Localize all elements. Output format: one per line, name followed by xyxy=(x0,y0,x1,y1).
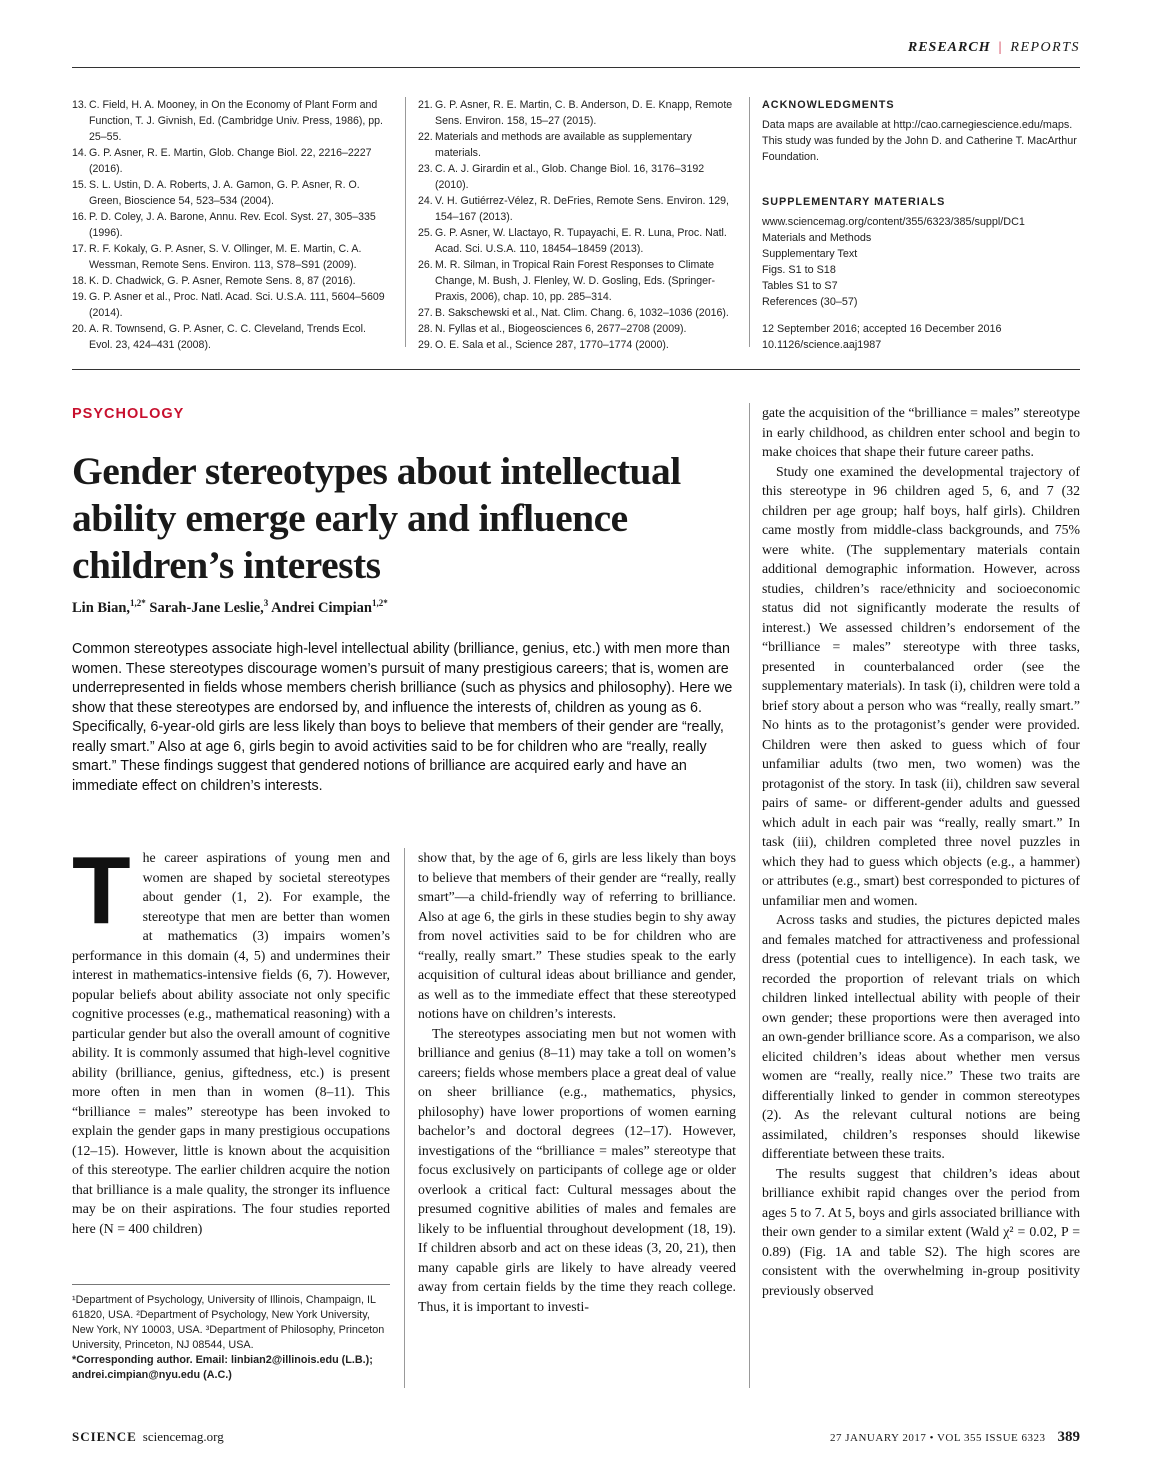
reference-item xyxy=(418,305,740,321)
body-paragraph: The stereotypes associating men but not women with brilliance and genius (8–11) may take a toll on women’s careers; fields whose members place a great deal of value on sheer brilliance (e.g., mathematics, physics, philosophy) have lower proportions of women earning bachelor’s and doctoral degrees (12–17). However, investigations of the “brilliance = males” stereotype that focus exclusively on participants of college age or older overlook a critical fact: Cultural messages about the presumed cognitive abilities of males and females are likely to be influential throughout development (18, 19). If children absorb and act on these ideas (3, 20, 21), then many capable girls are likely to have already veered away from certain fields by the time they reach college. Thus, it is important to investi- xyxy=(418,1025,736,1314)
body-paragraph: gate the acquisition of the “brilliance = males” stereotype in early childhood, as children enter school and begin to make choices that shape their future career paths. xyxy=(762,405,1080,459)
supplementary-item: www.sciencemag.org/content/355/6323/385/suppl/DC1 xyxy=(762,216,1025,228)
header-subsection: REPORTS xyxy=(1010,40,1080,55)
reference-number: 19. xyxy=(72,291,87,303)
running-header xyxy=(72,38,1080,68)
reference-text: Materials and methods are available as supplementary materials. xyxy=(435,131,692,159)
reference-item xyxy=(72,209,392,241)
page-number: 389 xyxy=(1057,1429,1080,1445)
section-rule xyxy=(72,369,1080,370)
reference-item xyxy=(418,129,740,161)
affiliations-footnote xyxy=(72,1293,390,1383)
reference-item xyxy=(72,273,392,289)
affiliations-text: ¹Department of Psychology, University of Illinois, Champaign, IL 61820, USA. ²Department of Psychology, New York University, New York, NY 10003, USA. ³Department of Philosophy, Princeton University, Princeton, NJ 08544, USA. xyxy=(72,1294,385,1351)
journal-site: sciencemag.org xyxy=(142,1429,224,1444)
supplementary-item: Supplementary Text xyxy=(762,248,858,260)
reference-text: O. E. Sala et al., Science 287, 1770–1774 (2000). xyxy=(435,339,669,351)
body-paragraph: Across tasks and studies, the pictures depicted males and females matched for attractiveness and professional dress (potential cues to intelligence). In each task, we recorded the proportion of relevant trials on which children linked intellectual ability with people of their own gender; these proportions were then averaged into an own-gender brilliance score. As a comparison, we also elicited children’s ideas about whether men versus women are “really, really nice.” These two traits are differentially linked to gender in common stereotypes (2). As the relevant cultural notions are being assimilated, children’s responses should likewise differentiate between these traits. xyxy=(762,912,1080,1161)
reference-number: 29. xyxy=(418,339,433,351)
article-kicker: PSYCHOLOGY xyxy=(72,406,185,422)
acknowledgments-text: Data maps are available at http://cao.carnegiescience.edu/maps. This study was funded by the John D. and Catherine T. MacArthur Foundation. xyxy=(762,119,1077,163)
reference-item xyxy=(72,177,392,209)
reference-number: 15. xyxy=(72,179,87,191)
reference-number: 18. xyxy=(72,275,87,287)
reference-item xyxy=(72,145,392,177)
supplementary-item: Tables S1 to S7 xyxy=(762,280,838,292)
reference-number: 22. xyxy=(418,131,433,143)
reference-text: G. P. Asner, R. E. Martin, C. B. Anderson, D. E. Knapp, Remote Sens. Environ. 158, 15–27 (2015). xyxy=(435,99,733,127)
reference-text: V. H. Gutiérrez-Vélez, R. DeFries, Remote Sens. Environ. 129, 154–167 (2013). xyxy=(435,195,729,223)
reference-item xyxy=(72,241,392,273)
supplementary-heading: SUPPLEMENTARY MATERIALS xyxy=(762,196,946,208)
reference-text: P. D. Coley, J. A. Barone, Annu. Rev. Ecol. Syst. 27, 305–335 (1996). xyxy=(89,211,376,239)
reference-item xyxy=(72,97,392,145)
body-paragraph xyxy=(72,837,390,1238)
references-column-2 xyxy=(418,97,740,353)
reference-number: 21. xyxy=(418,99,433,111)
reference-number: 14. xyxy=(72,147,87,159)
body-paragraph: The results suggest that children’s ideas about brilliance exhibit rapid changes over the period from ages 5 to 7. At 5, boys and girls associated brilliance with their own gender to a similar extent (Wald χ² = 0.02, P = 0.89) (Fig. 1A and table S2). The high scores are consistent with the overwhelming in-group positivity previously observed xyxy=(762,1165,1080,1298)
reference-text: G. P. Asner, W. Llactayo, R. Tupayachi, E. R. Luna, Proc. Natl. Acad. Sci. U.S.A. 110, 18454–18459 (2013). xyxy=(435,227,727,255)
body-column-3 xyxy=(762,403,1080,1300)
supplementary-item: Figs. S1 to S18 xyxy=(762,264,836,276)
reference-number: 20. xyxy=(72,323,87,335)
footnote-rule xyxy=(72,1284,390,1285)
corresponding-author: *Corresponding author. Email: linbian2@illinois.edu (L.B.); andrei.cimpian@nyu.edu (A.C.) xyxy=(72,1354,373,1381)
author-name: Andrei Cimpian xyxy=(268,599,372,616)
issue-info: 27 JANUARY 2017 • VOL 355 ISSUE 6323 xyxy=(830,1432,1046,1444)
reference-item xyxy=(72,289,392,321)
reference-text: C. Field, H. A. Mooney, in On the Economy of Plant Form and Function, T. J. Givnish, Ed. (Cambridge Univ. Press, 1986), pp. 25–55. xyxy=(89,99,384,143)
journal-name: SCIENCE xyxy=(72,1429,137,1444)
reference-text: G. P. Asner, R. E. Martin, Glob. Change Biol. 22, 2216–2227 (2016). xyxy=(89,147,372,175)
author-affiliation-mark: 3 xyxy=(263,598,269,608)
drop-cap: T xyxy=(72,837,131,944)
reference-item xyxy=(418,337,740,353)
reference-number: 16. xyxy=(72,211,87,223)
body-paragraph: Study one examined the developmental trajectory of this stereotype in 96 children aged 5, 6, and 7 (32 children per age group; half boys, half girls). Children came mostly from middle-class backgrounds, and 75% were white. (The supplementary materials contain additional demographic information. However, across studies, children’s race/ethnicity and socioeconomic status did not significantly moderate the results of interest.) We assessed children’s endorsement of the “brilliance = males” stereotype with three tasks, presented in counterbalanced order (see the supplementary materials). In task (i), children were told a brief story about a person who was “really, really smart.” No hints as to the protagonist’s gender were provided. Children were then asked to guess which of four unfamiliar adults (two men, two women) was the protagonist of the story. In task (ii), children saw several pairs of same- or different-gender adults and guessed which adult in each pair was “really, really smart.” In task (iii), children completed three novel puzzles in which they had to guess which objects (e.g., a hammer) or attributes (e.g., smart) best corresponded to pictures of unfamiliar men and women. xyxy=(762,463,1080,908)
reference-text: K. D. Chadwick, G. P. Asner, Remote Sens. 8, 87 (2016). xyxy=(89,275,356,287)
reference-number: 23. xyxy=(418,163,433,175)
page-footer xyxy=(72,1429,1080,1449)
reference-text: N. Fyllas et al., Biogeosciences 6, 2677–2708 (2009). xyxy=(435,323,687,335)
body-column-2 xyxy=(418,848,736,1316)
body-paragraph: show that, by the age of 6, girls are less likely than boys to believe that members of their gender are “really, really smart”—a child-friendly way of referring to brilliance. Also at age 6, the girls in these studies begin to shy away from novel activities said to be for children who are “really, really smart.” These studies speak to the early acquisition of cultural ideas about brilliance and gender, as well as to the immediate effect that these stereotyped notions have on children’s interests. xyxy=(418,850,736,1021)
supplementary-item: References (30–57) xyxy=(762,296,858,308)
supplementary-item: Materials and Methods xyxy=(762,232,872,244)
author-name: Sarah-Jane Leslie, xyxy=(145,599,264,616)
reference-number: 28. xyxy=(418,323,433,335)
reference-number: 24. xyxy=(418,195,433,207)
reference-text: S. L. Ustin, D. A. Roberts, J. A. Gamon, G. P. Asner, R. O. Green, Bioscience 54, 523–534 (2004). xyxy=(89,179,360,207)
reference-number: 27. xyxy=(418,307,433,319)
column-divider xyxy=(749,403,750,1388)
acknowledgments-heading: ACKNOWLEDGMENTS xyxy=(762,99,895,111)
reference-item xyxy=(418,225,740,257)
reference-text: R. F. Kokaly, G. P. Asner, S. V. Ollinger, M. E. Martin, C. A. Wessman, Remote Sens. Environ. 113, S78–S91 (2009). xyxy=(89,243,362,271)
article-doi: 10.1126/science.aaj1987 xyxy=(762,339,882,351)
column-divider xyxy=(749,97,750,347)
article-title: Gender stereotypes about intellectual ability emerge early and influence children’s interests xyxy=(72,449,681,587)
end-matter xyxy=(762,97,1082,353)
references-column-1 xyxy=(72,97,392,353)
paragraph-text: he career aspirations of young men and women are shaped by societal stereotypes about gender (1, 2). For example, the stereotype that men are better than women at mathematics (3) impairs women’s performance in this domain (4, 5) and undermines their interest in mathematics-intensive fields (6, 7). However, popular beliefs about ability associate not only specific cognitive processes (e.g., mathematical reasoning) with a particular gender but also the overall amount of cognitive ability. It is commonly assumed that high-level cognitive ability (brilliance, genius, giftedness, etc.) is present more often in men than in women (8–11). This “brilliance = males” stereotype has been invoked to explain the gender gaps in many prestigious occupations (12–15). However, little is known about the acquisition of this stereotype. The earlier children acquire the notion that brilliance is a male quality, the stronger its influence may be on their aspirations. The four studies reported here (N = 400 children) xyxy=(72,850,390,1236)
body-column-1 xyxy=(72,837,390,1238)
reference-item xyxy=(418,321,740,337)
footer-journal xyxy=(72,1429,224,1445)
header-label xyxy=(908,40,1080,56)
header-section: RESEARCH xyxy=(907,40,991,55)
reference-number: 13. xyxy=(72,99,87,111)
author-name: Lin Bian, xyxy=(72,599,131,616)
reference-item xyxy=(418,257,740,305)
author-affiliation-mark: 1,2* xyxy=(371,598,388,608)
footer-issue xyxy=(830,1429,1080,1446)
reference-text: M. R. Silman, in Tropical Rain Forest Responses to Climate Change, M. Bush, J. Flenley, W. D. Gosling, Eds. (Springer-Praxis, 2006), chap. 10, pp. 285–314. xyxy=(435,259,716,303)
author-affiliation-mark: 1,2* xyxy=(130,598,146,608)
reference-item xyxy=(72,321,392,353)
supplementary-list xyxy=(762,214,1082,310)
reference-text: A. R. Townsend, G. P. Asner, C. C. Cleveland, Trends Ecol. Evol. 23, 424–431 (2008). xyxy=(89,323,366,351)
header-separator: | xyxy=(998,40,1003,55)
reference-number: 17. xyxy=(72,243,87,255)
reference-number: 26. xyxy=(418,259,433,271)
reference-text: C. A. J. Girardin et al., Glob. Change Biol. 16, 3176–3192 (2010). xyxy=(435,163,705,191)
column-divider xyxy=(404,848,405,1388)
column-divider xyxy=(405,97,406,347)
reference-text: G. P. Asner et al., Proc. Natl. Acad. Sci. U.S.A. 111, 5604–5609 (2014). xyxy=(89,291,385,319)
reference-item xyxy=(418,161,740,193)
abstract: Common stereotypes associate high-level intellectual ability (brilliance, genius, etc.) with men more than women. These stereotypes discourage women’s pursuit of many prestigious careers; that is, women are underrepresented in fields whose members cherish brilliance (such as physics and philosophy). Here we show that these stereotypes are endorsed by, and influence the interests of, children as young as 6. Specifically, 6-year-old girls are less likely than boys to believe that members of their gender are “really, really smart.” Also at age 6, girls begin to avoid activities said to be for children who are “really, really smart.” These findings suggest that gendered notions of brilliance are acquired early and have an immediate effect on children’s interests. xyxy=(72,641,733,794)
reference-number: 25. xyxy=(418,227,433,239)
reference-item xyxy=(418,193,740,225)
reference-text: B. Sakschewski et al., Nat. Clim. Chang. 6, 1032–1036 (2016). xyxy=(435,307,729,319)
reference-item xyxy=(418,97,740,129)
author-list xyxy=(72,598,388,617)
article-dates: 12 September 2016; accepted 16 December 2016 xyxy=(762,323,1002,335)
